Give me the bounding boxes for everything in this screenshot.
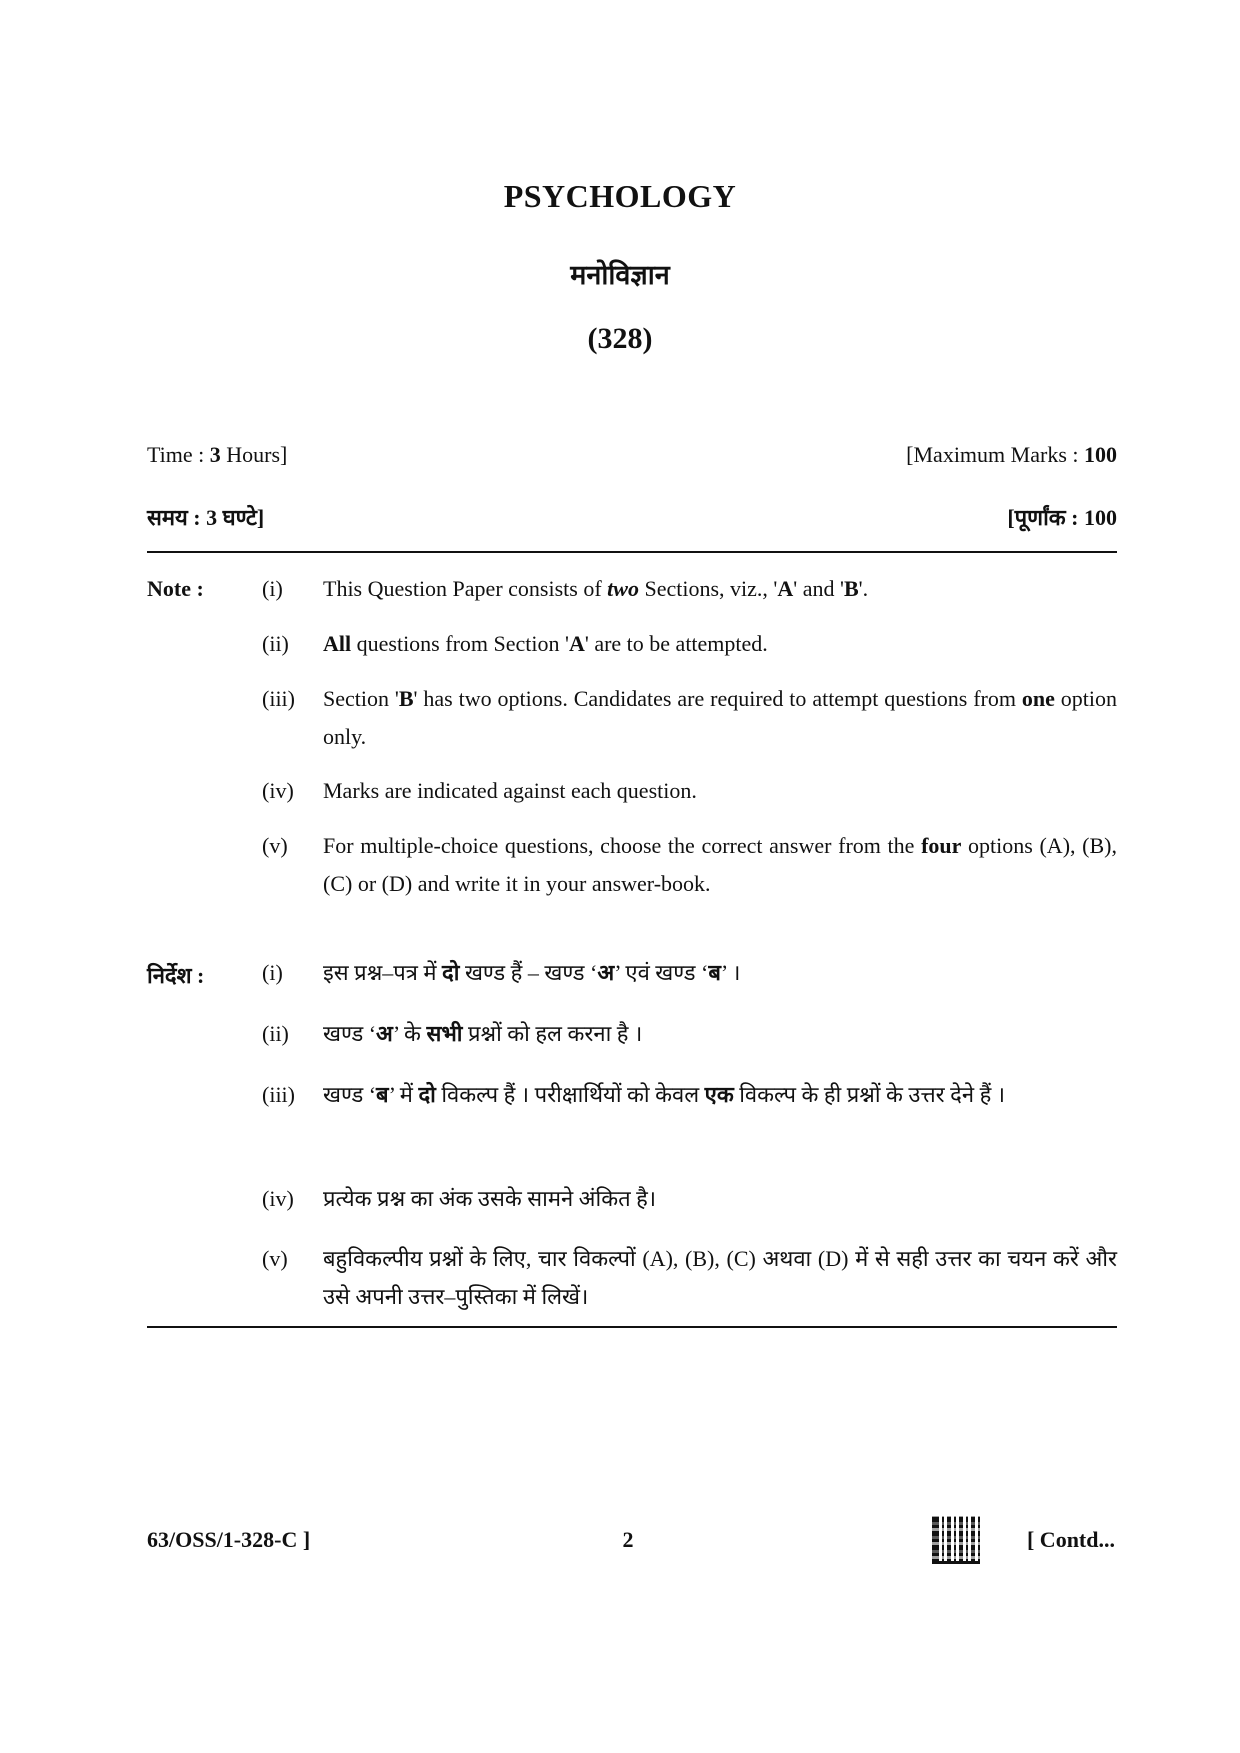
maximum-marks-hindi (1007, 502, 1117, 532)
continued-marker: [ Contd... (1026, 1527, 1115, 1552)
item-number: (i) (262, 960, 283, 985)
time-allowed-hindi (147, 502, 264, 532)
time-allowed (147, 442, 287, 468)
qr-code-icon (932, 1516, 980, 1564)
item-text: बहुविकल्पीय प्रश्नों के लिए, चार विकल्पों (A), (B), (C) अथवा (D) में से सही उत्तर का चयन करें और उसे अपनी उत्तर–पुस्तिका में लिखें। (323, 1246, 1117, 1309)
item-number: (iv) (262, 1186, 294, 1211)
paper-title-hindi: मनोविज्ञान (570, 260, 670, 290)
bottom-divider (147, 1326, 1117, 1328)
item-number: (v) (262, 833, 288, 858)
paper-title: PSYCHOLOGY (503, 178, 737, 214)
item-number: (iii) (262, 686, 295, 711)
time-unit: Hours] (220, 442, 288, 467)
item-number: (v) (262, 1246, 288, 1271)
item-text: इस प्रश्न–पत्र में दो खण्ड हैं – खण्ड ‘अ’ एवं खण्ड ‘ब’ । (323, 960, 741, 985)
time-value: 3 (209, 442, 221, 467)
nirdesh-label: निर्देश : (147, 963, 205, 988)
time-label: Time : (147, 442, 210, 467)
top-divider (147, 551, 1117, 553)
item-text: For multiple-choice questions, choose the correct answer from the four options (A), (B), (C) or (D) and write it in your answer-book. (323, 833, 1117, 896)
note-label: Note : (147, 576, 204, 601)
item-text: This Question Paper consists of two Sections, viz., 'A' and 'B'. (323, 576, 869, 601)
item-text: All questions from Section 'A' are to be attempted. (323, 631, 768, 656)
item-text: खण्ड ‘ब’ में दो विकल्प हैं । परीक्षार्थियों को केवल एक विकल्प के ही प्रश्नों के उत्तर देने हैं । (323, 1082, 1006, 1107)
item-text: Section 'B' has two options. Candidates are required to attempt questions from one option only. (323, 686, 1117, 749)
maximum-marks (906, 442, 1117, 468)
time-hi-unit: घण्टे] (217, 505, 265, 530)
item-text: खण्ड ‘अ’ के सभी प्रश्नों को हल करना है । (323, 1021, 643, 1046)
time-hi-label: समय : (147, 505, 207, 530)
item-number: (iv) (262, 778, 294, 803)
paper-code: 63/OSS/1-328-C ] (147, 1527, 311, 1552)
item-text: प्रत्येक प्रश्न का अंक उसके सामने अंकित है। (323, 1186, 657, 1211)
subject-code: (328) (587, 322, 653, 355)
item-number: (i) (262, 576, 283, 601)
max-marks-label: [Maximum Marks : (906, 442, 1084, 467)
marks-hi-value: 100 (1084, 505, 1117, 530)
item-number: (ii) (262, 631, 289, 656)
item-number: (iii) (262, 1082, 295, 1107)
page-number: 2 (622, 1527, 634, 1552)
max-marks-value: 100 (1084, 442, 1117, 467)
time-hi-value: 3 (206, 505, 218, 530)
item-number: (ii) (262, 1021, 289, 1046)
item-text: Marks are indicated against each question. (323, 778, 697, 803)
marks-hi-label: [पूर्णांक : (1007, 505, 1084, 530)
